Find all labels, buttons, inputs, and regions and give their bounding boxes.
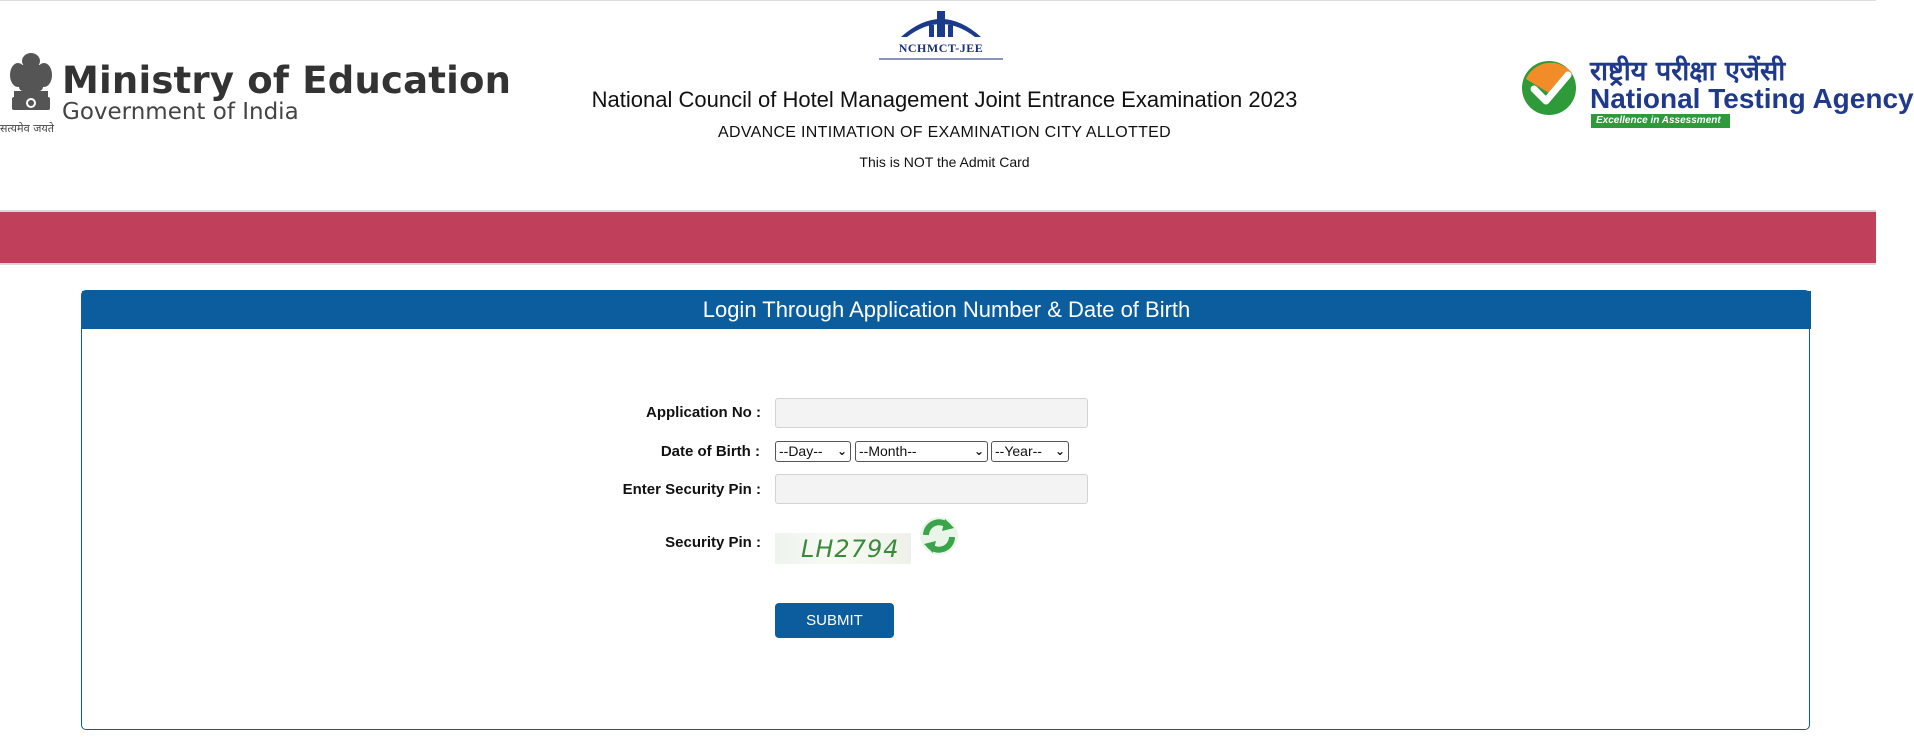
refresh-icon[interactable] [918, 515, 960, 557]
notice-subtitle: This is NOT the Admit Card [859, 154, 1030, 170]
ministry-subtitle: Government of India [62, 99, 299, 125]
dob-day-select[interactable] [775, 441, 851, 462]
dob-month-value: --Month-- [859, 443, 917, 459]
login-panel-heading: Login Through Application Number & Date of Birth [82, 291, 1811, 329]
nchmct-logo-underline [879, 58, 1003, 60]
captcha-text: LH2794 [801, 535, 900, 563]
dob-label: Date of Birth : [660, 443, 760, 460]
nta-tagline: Excellence in Assessment [1591, 114, 1730, 128]
submit-button[interactable]: SUBMIT [775, 603, 894, 638]
security-pin-input-label: Enter Security Pin : [622, 481, 761, 498]
security-pin-input[interactable] [775, 474, 1088, 504]
nchmct-logo-icon [871, 5, 1011, 41]
header [0, 0, 1914, 210]
dob-month-select[interactable] [855, 441, 988, 462]
nchmct-logo-text: NCHMCT-JEE [898, 41, 984, 55]
chevron-down-icon: ⌄ [973, 444, 984, 458]
security-pin-label: Security Pin : [665, 534, 761, 551]
notice-title: ADVANCE INTIMATION OF EXAMINATION CITY ALLOTTED [718, 124, 1171, 141]
ministry-title: Ministry of Education [62, 59, 512, 102]
nta-english-name: National Testing Agency [1590, 83, 1914, 114]
dob-day-value: --Day-- [779, 443, 823, 459]
dob-year-value: --Year-- [995, 443, 1042, 459]
nta-checkmark-icon [1520, 59, 1578, 117]
nta-logo [1518, 53, 1914, 133]
application-no-input[interactable] [775, 398, 1088, 428]
chevron-down-icon: ⌄ [836, 444, 847, 458]
nchmct-logo [871, 5, 1011, 67]
captcha-image [775, 533, 911, 564]
exam-title: National Council of Hotel Management Joint Entrance Examination 2023 [591, 87, 1298, 112]
application-no-label: Application No : [646, 404, 761, 421]
dob-year-select[interactable] [991, 441, 1069, 462]
chevron-down-icon: ⌄ [1054, 444, 1065, 458]
nta-hindi-name: राष्ट्रीय परीक्षा एजेंसी [1590, 56, 1786, 87]
decorative-band [0, 210, 1876, 265]
emblem-motto: सत्यमेव जयते [0, 122, 55, 135]
login-panel [81, 290, 1810, 730]
